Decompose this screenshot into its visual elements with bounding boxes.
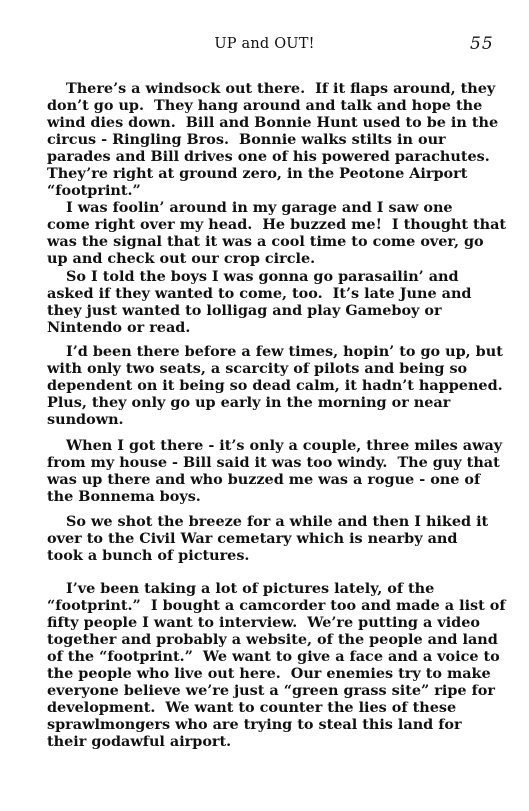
text-line: wind dies down. Bill and Bonnie Hunt used to be in the: [47, 114, 499, 131]
text-line: I’ve been taking a lot of pictures lately, of the: [66, 580, 435, 597]
text-line: asked if they wanted to come, too. It’s late June and: [47, 285, 472, 302]
text-line: They’re right at ground zero, in the Peotone Airport: [47, 165, 468, 182]
text-line: Nintendo or read.: [47, 319, 191, 336]
text-line: come right over my head. He buzzed me! I thought that: [47, 216, 507, 233]
text-line: sundown.: [47, 411, 124, 428]
text-line: circus - Ringling Bros. Bonnie walks stilts in our: [47, 131, 446, 148]
text-line: everyone believe we’re just a “green grass site” ripe for: [47, 682, 495, 699]
text-line: When I got there - it’s only a couple, three miles away: [66, 437, 503, 454]
text-line: don’t go up. They hang around and talk and hope the: [47, 97, 483, 114]
text-line: sprawlmongers who are trying to steal this land for: [47, 716, 462, 733]
text-line: was the signal that it was a cool time to come over, go: [47, 233, 484, 250]
text-line: I was foolin’ around in my garage and I saw one: [66, 199, 453, 216]
text-line: up and check out our crop circle.: [47, 250, 316, 267]
text-line: I’d been there before a few times, hopin’ to go up, but: [66, 343, 503, 360]
text-line: parades and Bill drives one of his powered parachutes.: [47, 148, 490, 165]
text-line: from my house - Bill said it was too windy. The guy that: [47, 454, 500, 471]
text-line: with only two seats, a scarcity of pilots and being so: [47, 360, 468, 377]
text-line: over to the Civil War cemetary which is nearby and: [47, 530, 458, 547]
text-line: “footprint.” I bought a camcorder too and made a list of: [47, 597, 506, 614]
text-line: dependent on it being so dead calm, it hadn’t happened.: [47, 377, 503, 394]
text-line: fifty people I want to interview. We’re putting a video: [47, 614, 480, 631]
page-number: 55: [470, 34, 494, 54]
running-head-title: UP and OUT!: [214, 36, 315, 52]
text-line: their godawful airport.: [47, 733, 232, 750]
text-line: “footprint.”: [47, 182, 141, 199]
text-line: There’s a windsock out there. If it flaps around, they: [66, 80, 496, 97]
text-line: they just wanted to lolligag and play Gameboy or: [47, 302, 442, 319]
text-line: So we shot the breeze for a while and then I hiked it: [66, 513, 489, 530]
text-line: the people who live out here. Our enemies try to make: [47, 665, 491, 682]
text-line: Plus, they only go up early in the morning or near: [47, 394, 451, 411]
text-line: took a bunch of pictures.: [47, 547, 250, 564]
text-line: So I told the boys I was gonna go parasailin’ and: [66, 268, 459, 285]
text-line: the Bonnema boys.: [47, 488, 201, 505]
text-line: of the “footprint.” We want to give a face and a voice to: [47, 648, 500, 665]
text-line: development. We want to counter the lies of these: [47, 699, 457, 716]
text-line: together and probably a website, of the people and land: [47, 631, 498, 648]
text-line: was up there and who buzzed me was a rogue - one of: [47, 471, 481, 488]
